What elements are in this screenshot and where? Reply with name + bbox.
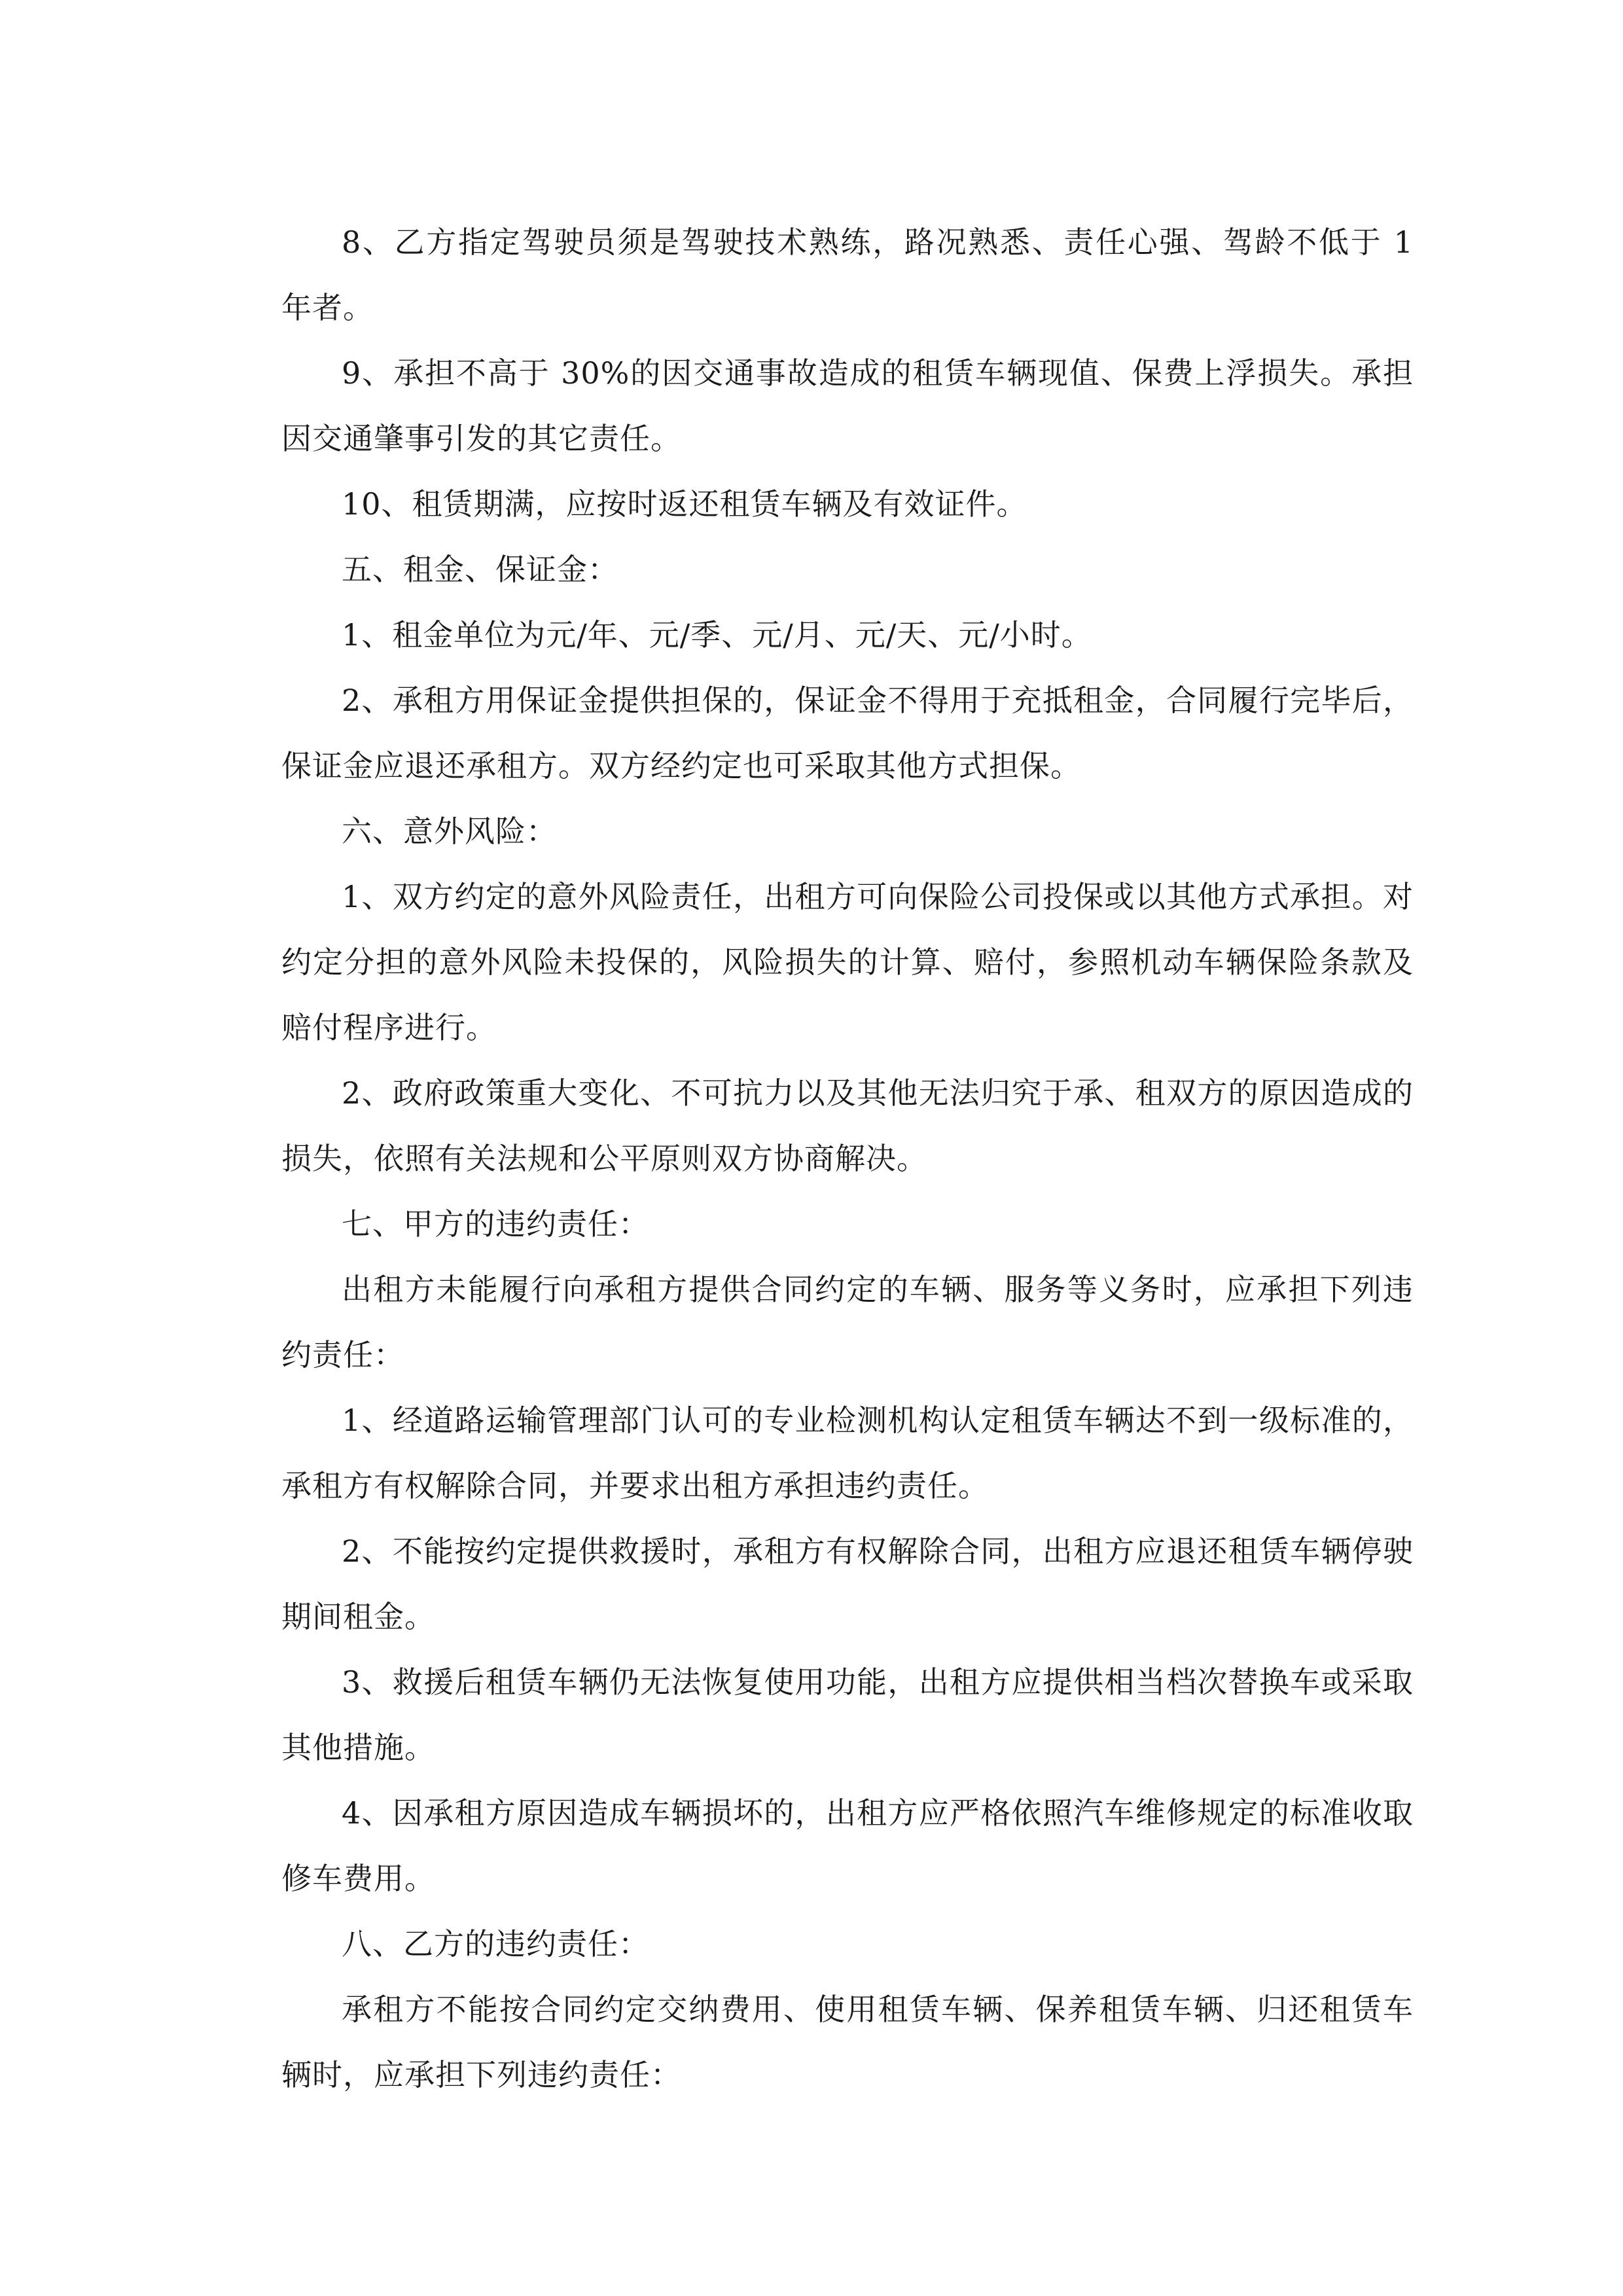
paragraph-risk-insurance: 1、双方约定的意外风险责任，出租方可向保险公司投保或以其他方式承担。对约定分担的意外风险未投保的，风险损失的计算、赔付，参照机动车辆保险条款及赔付程序进行。: [281, 879, 1414, 1045]
paragraph-party-a-item-3: 3、救援后租赁车辆仍无法恢复使用功能，出租方应提供相当档次替换车或采取其他措施。: [281, 1664, 1414, 1765]
paragraph-party-a-item-4: 4、因承租方原因造成车辆损坏的，出租方应严格依照汽车维修规定的标准收取修车费用。: [281, 1795, 1414, 1896]
paragraph-rent-unit: 1、租金单位为元/年、元/季、元/月、元/天、元/小时。: [342, 617, 1092, 653]
paragraph-party-a-item-2: 2、不能按约定提供救援时，承租方有权解除合同，出租方应退还租赁车辆停驶期间租金。: [281, 1534, 1414, 1634]
paragraph-item-8-driver: 8、乙方指定驾驶员须是驾驶技术熟练，路况熟悉、责任心强、驾龄不低于 1 年者。: [281, 224, 1414, 325]
paragraph-party-a-intro: 出租方未能履行向承租方提供合同约定的车辆、服务等义务时，应承担下列违约责任：: [281, 1272, 1414, 1372]
paragraph-item-10-return: 10、租赁期满，应按时返还租赁车辆及有效证件。: [342, 486, 1027, 522]
document-body: [281, 209, 1414, 2108]
paragraph-deposit: 2、承租方用保证金提供担保的，保证金不得用于充抵租金，合同履行完毕后，保证金应退还承租方。双方经约定也可采取其他方式担保。: [281, 683, 1414, 783]
section-heading-party-b-breach: 八、乙方的违约责任：: [342, 1926, 649, 1962]
paragraph-force-majeure: 2、政府政策重大变化、不可抗力以及其他无法归究于承、租双方的原因造成的损失，依照有关法规和公平原则双方协商解决。: [281, 1075, 1414, 1176]
paragraph-item-9-liability: 9、承担不高于 30%的因交通事故造成的租赁车辆现值、保费上浮损失。承担因交通肇事引发的其它责任。: [281, 355, 1414, 456]
section-heading-accident-risk: 六、意外风险：: [342, 814, 557, 849]
section-heading-rent-deposit: 五、租金、保证金：: [342, 552, 618, 587]
section-heading-party-a-breach: 七、甲方的违约责任：: [342, 1206, 649, 1242]
paragraph-party-a-item-1: 1、经道路运输管理部门认可的专业检测机构认定租赁车辆达不到一级标准的，承租方有权解除合同，并要求出租方承担违约责任。: [281, 1403, 1414, 1503]
paragraph-party-b-intro: 承租方不能按合同约定交纳费用、使用租赁车辆、保养租赁车辆、归还租赁车辆时，应承担下列违约责任：: [281, 1992, 1414, 2092]
